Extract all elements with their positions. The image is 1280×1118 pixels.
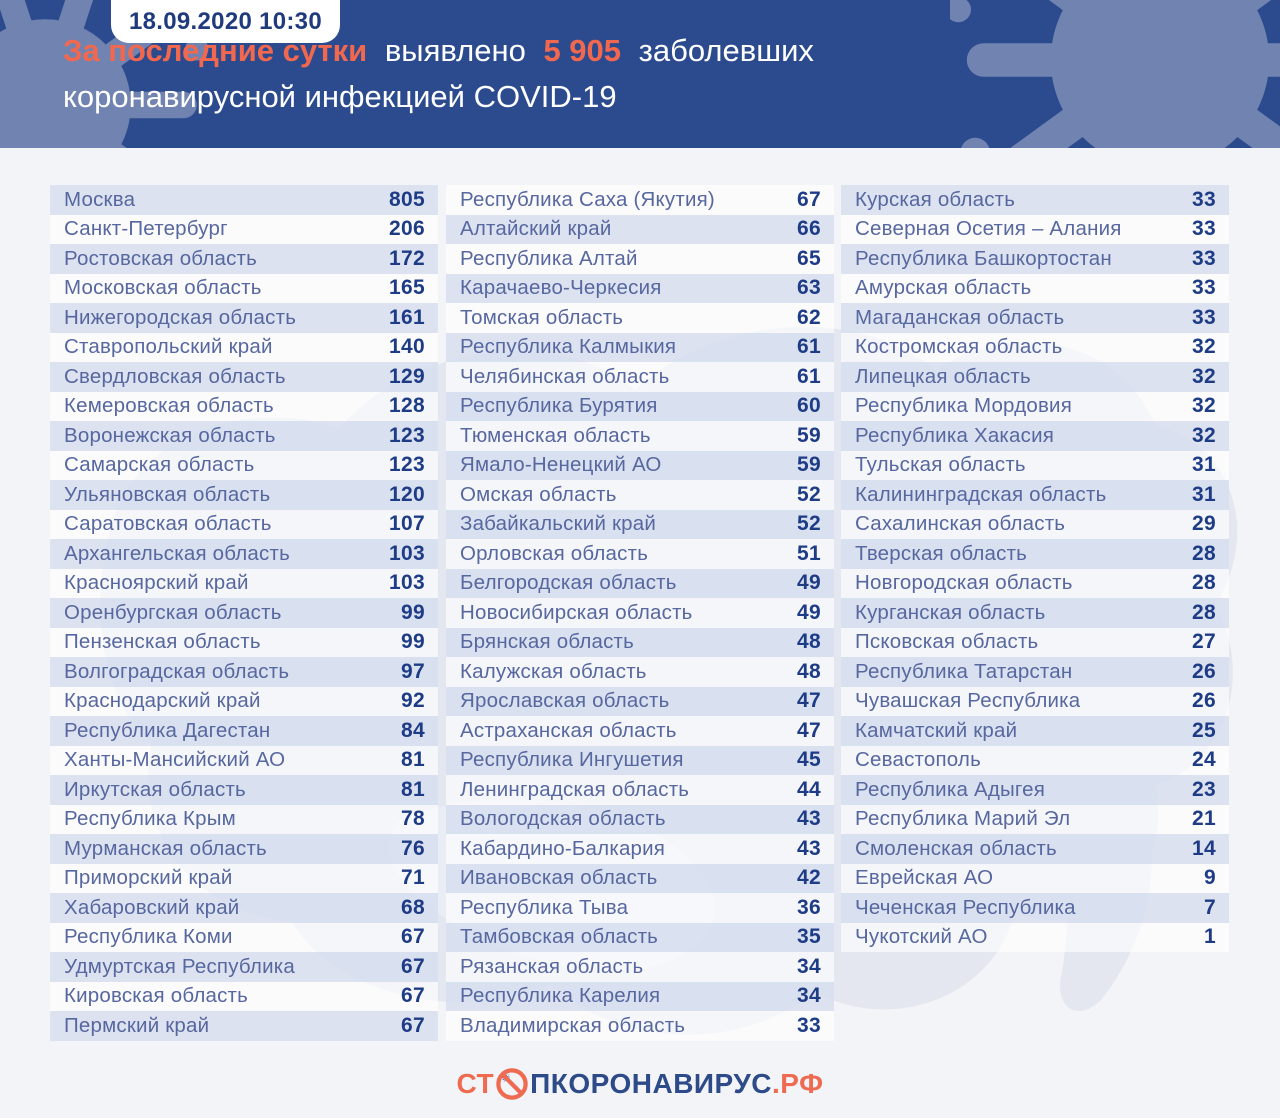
table-row [446,539,834,569]
region-name: Курганская область [855,600,1046,624]
region-name: Ивановская область [460,866,658,890]
table-row [841,864,1229,894]
region-name: Архангельская область [64,541,290,565]
table-row [446,716,834,746]
region-name: Еврейская АО [855,866,994,890]
region-name: Тамбовская область [460,925,659,949]
region-value: 31 [1192,482,1216,506]
region-value: 67 [797,187,821,211]
no-virus-icon [495,1067,529,1101]
region-value: 33 [1192,246,1216,270]
region-name: Забайкальский край [460,512,657,536]
table-row [841,716,1229,746]
region-name: Астраханская область [460,718,677,742]
region-value: 35 [797,925,821,949]
table-row [50,392,438,422]
table-row [50,421,438,451]
region-name: Ульяновская область [64,482,271,506]
region-value: 25 [1192,718,1216,742]
region-name: Кировская область [64,984,249,1008]
region-name: Псковская область [855,630,1039,654]
table-row [446,952,834,982]
region-name: Тверская область [855,541,1028,565]
table-row [446,628,834,658]
region-name: Свердловская область [64,364,286,388]
region-value: 32 [1192,364,1216,388]
region-name: Магаданская область [855,305,1065,329]
region-name: Карачаево-Черкесия [460,276,662,300]
table-row [50,185,438,215]
region-value: 24 [1192,748,1216,772]
region-value: 128 [389,394,425,418]
table-row [446,834,834,864]
region-name: Вологодская область [460,807,666,831]
region-value: 123 [389,423,425,447]
table-row [841,421,1229,451]
region-value: 59 [797,423,821,447]
table-row [841,451,1229,481]
table-row [841,362,1229,392]
region-name: Волгоградская область [64,659,290,683]
region-name: Республика Татарстан [855,659,1073,683]
region-value: 60 [797,394,821,418]
table-row [446,362,834,392]
table-row [841,687,1229,717]
region-value: 172 [389,246,425,270]
headline-line1 [63,28,823,74]
region-name: Республика Коми [64,925,233,949]
region-value: 59 [797,453,821,477]
region-name: Республика Мордовия [855,394,1072,418]
region-value: 48 [797,659,821,683]
table-row [446,657,834,687]
table-row [446,333,834,363]
region-value: 52 [797,512,821,536]
table-row [841,215,1229,245]
region-name: Алтайский край [460,217,612,241]
region-value: 66 [797,217,821,241]
region-name: Республика Башкортостан [855,246,1112,270]
region-name: Оренбургская область [64,600,282,624]
table-row [841,274,1229,304]
region-name: Ленинградская область [460,777,690,801]
region-name: Амурская область [855,276,1032,300]
table-row [50,510,438,540]
region-value: 33 [1192,187,1216,211]
headline-case-count: 5 905 [543,33,622,68]
region-value: 34 [797,984,821,1008]
region-name: Удмуртская Республика [64,954,295,978]
table-row [446,569,834,599]
region-value: 129 [389,364,425,388]
table-row [50,805,438,835]
table-row [841,657,1229,687]
regions-column-2 [446,185,834,1041]
region-name: Сахалинская область [855,512,1066,536]
region-value: 33 [1192,276,1216,300]
header-banner [0,0,1280,148]
region-value: 78 [401,807,425,831]
table-row [50,864,438,894]
table-row [50,1011,438,1041]
table-row [50,274,438,304]
region-value: 52 [797,482,821,506]
table-row [50,333,438,363]
region-value: 28 [1192,541,1216,565]
region-name: Калининградская область [855,482,1107,506]
region-name: Пензенская область [64,630,261,654]
table-row [446,687,834,717]
region-value: 47 [797,689,821,713]
region-value: 67 [401,984,425,1008]
region-name: Кемеровская область [64,394,274,418]
region-value: 48 [797,630,821,654]
table-row [50,746,438,776]
region-name: Саратовская область [64,512,272,536]
region-value: 62 [797,305,821,329]
region-value: 44 [797,777,821,801]
region-name: Владимирская область [460,1013,686,1037]
table-row [50,303,438,333]
region-name: Липецкая область [855,364,1031,388]
table-row [446,746,834,776]
region-value: 45 [797,748,821,772]
region-value: 43 [797,807,821,831]
table-row [841,923,1229,953]
region-name: Республика Тыва [460,895,629,919]
region-name: Чукотский АО [855,925,988,949]
region-name: Республика Саха (Якутия) [460,187,715,211]
table-row [50,893,438,923]
region-name: Московская область [64,276,262,300]
table-row [841,628,1229,658]
table-row [446,274,834,304]
region-value: 206 [389,217,425,241]
table-row [446,480,834,510]
logo-text-koronavirus: ПКОРОНАВИРУС [530,1068,772,1099]
region-value: 81 [401,777,425,801]
table-row [841,185,1229,215]
region-name: Челябинская область [460,364,670,388]
region-name: Республика Алтай [460,246,638,270]
region-name: Республика Бурятия [460,394,658,418]
table-row [50,952,438,982]
table-row [446,392,834,422]
region-value: 67 [401,925,425,949]
region-name: Томская область [460,305,624,329]
table-row [446,215,834,245]
region-value: 123 [389,453,425,477]
region-value: 32 [1192,335,1216,359]
stopcoronavirus-logo [457,1067,824,1101]
table-row [841,333,1229,363]
region-value: 14 [1192,836,1216,860]
region-value: 7 [1204,895,1216,919]
table-row [50,628,438,658]
region-name: Воронежская область [64,423,276,447]
region-name: Самарская область [64,453,255,477]
table-row [50,775,438,805]
region-name: Республика Адыгея [855,777,1046,801]
region-value: 26 [1192,659,1216,683]
date-badge: 18.09.2020 10:30 [111,0,340,43]
region-name: Иркутская область [64,777,246,801]
table-row [446,923,834,953]
region-value: 61 [797,335,821,359]
table-row [446,893,834,923]
table-row [50,569,438,599]
region-value: 32 [1192,394,1216,418]
footer [0,1062,1280,1106]
region-value: 165 [389,276,425,300]
region-value: 49 [797,600,821,624]
table-row [446,598,834,628]
region-value: 27 [1192,630,1216,654]
table-row [446,864,834,894]
table-row [841,480,1229,510]
table-row [841,392,1229,422]
region-name: Москва [64,187,136,211]
region-name: Ставропольский край [64,335,273,359]
region-value: 34 [797,954,821,978]
table-row [446,185,834,215]
regions-column-3 [841,185,1229,952]
region-value: 28 [1192,571,1216,595]
region-value: 21 [1192,807,1216,831]
table-row [841,598,1229,628]
region-name: Новосибирская область [460,600,693,624]
table-row [841,805,1229,835]
region-value: 71 [401,866,425,890]
table-row [446,805,834,835]
table-row [446,510,834,540]
region-name: Севастополь [855,748,981,772]
region-name: Новгородская область [855,571,1073,595]
headline [63,28,823,120]
region-value: 805 [389,187,425,211]
region-value: 76 [401,836,425,860]
table-row [446,303,834,333]
region-name: Хабаровский край [64,895,240,919]
region-value: 67 [401,954,425,978]
table-row [50,687,438,717]
table-row [50,982,438,1012]
table-row [841,539,1229,569]
region-name: Тюменская область [460,423,651,447]
table-row [841,893,1229,923]
region-name: Ханты-Мансийский АО [64,748,286,772]
regions-column-1 [50,185,438,1041]
region-value: 99 [401,600,425,624]
region-value: 32 [1192,423,1216,447]
region-value: 33 [797,1013,821,1037]
region-value: 51 [797,541,821,565]
table-row [841,244,1229,274]
region-name: Чеченская Республика [855,895,1076,919]
region-value: 33 [1192,305,1216,329]
table-row [50,480,438,510]
table-row [446,1011,834,1041]
region-value: 103 [389,571,425,595]
table-row [446,244,834,274]
table-row [446,421,834,451]
region-name: Республика Калмыкия [460,335,677,359]
region-value: 67 [401,1013,425,1037]
headline-accent-period: За последние сутки [63,33,368,68]
region-name: Камчатский край [855,718,1018,742]
region-name: Республика Марий Эл [855,807,1071,831]
region-name: Красноярский край [64,571,249,595]
region-name: Брянская область [460,630,635,654]
table-row [50,598,438,628]
region-value: 1 [1204,925,1216,949]
region-value: 49 [797,571,821,595]
region-name: Ростовская область [64,246,258,270]
table-row [841,510,1229,540]
region-value: 107 [389,512,425,536]
virus-splash-icon [950,0,1280,148]
table-row [50,834,438,864]
table-row [446,775,834,805]
table-row [446,982,834,1012]
region-name: Смоленская область [855,836,1057,860]
region-name: Чувашская Республика [855,689,1081,713]
table-row [841,775,1229,805]
region-value: 81 [401,748,425,772]
region-value: 103 [389,541,425,565]
region-name: Республика Карелия [460,984,661,1008]
region-value: 120 [389,482,425,506]
logo-text-st: СТ [456,1068,495,1099]
region-value: 28 [1192,600,1216,624]
region-name: Кабардино-Балкария [460,836,666,860]
region-name: Калужская область [460,659,647,683]
region-name: Пермский край [64,1013,210,1037]
table-row [50,923,438,953]
headline-line2: коронавирусной инфекцией COVID-19 [63,79,617,114]
region-name: Республика Крым [64,807,236,831]
region-value: 92 [401,689,425,713]
region-name: Республика Дагестан [64,718,271,742]
region-name: Орловская область [460,541,649,565]
table-row [50,451,438,481]
region-value: 84 [401,718,425,742]
region-name: Нижегородская область [64,305,297,329]
table-row [50,657,438,687]
region-name: Приморский край [64,866,233,890]
table-row [50,539,438,569]
table-row [841,303,1229,333]
region-name: Белгородская область [460,571,677,595]
table-row [446,451,834,481]
region-name: Санкт-Петербург [64,217,228,241]
region-value: 99 [401,630,425,654]
region-name: Курская область [855,187,1016,211]
region-name: Краснодарский край [64,689,261,713]
logo-text-rf: .РФ [771,1068,824,1099]
region-name: Республика Хакасия [855,423,1055,447]
region-value: 68 [401,895,425,919]
region-value: 42 [797,866,821,890]
region-name: Северная Осетия – Алания [855,217,1122,241]
region-name: Ярославская область [460,689,670,713]
region-value: 97 [401,659,425,683]
region-value: 23 [1192,777,1216,801]
region-name: Республика Ингушетия [460,748,684,772]
region-value: 161 [389,305,425,329]
table-row [50,362,438,392]
region-value: 61 [797,364,821,388]
region-value: 29 [1192,512,1216,536]
table-row [50,244,438,274]
region-name: Ямало-Ненецкий АО [460,453,662,477]
region-value: 31 [1192,453,1216,477]
region-value: 65 [797,246,821,270]
region-value: 33 [1192,217,1216,241]
region-value: 9 [1204,866,1216,890]
region-name: Мурманская область [64,836,267,860]
region-name: Омская область [460,482,617,506]
region-name: Костромская область [855,335,1063,359]
region-name: Рязанская область [460,954,644,978]
table-row [50,716,438,746]
table-row [841,569,1229,599]
region-value: 43 [797,836,821,860]
table-row [841,746,1229,776]
headline-plain-2: заболевших [630,33,814,68]
region-value: 26 [1192,689,1216,713]
region-value: 63 [797,276,821,300]
region-value: 47 [797,718,821,742]
table-row [841,834,1229,864]
headline-plain-1: выявлено [376,33,535,68]
region-value: 140 [389,335,425,359]
table-row [50,215,438,245]
region-name: Тульская область [855,453,1026,477]
region-value: 36 [797,895,821,919]
